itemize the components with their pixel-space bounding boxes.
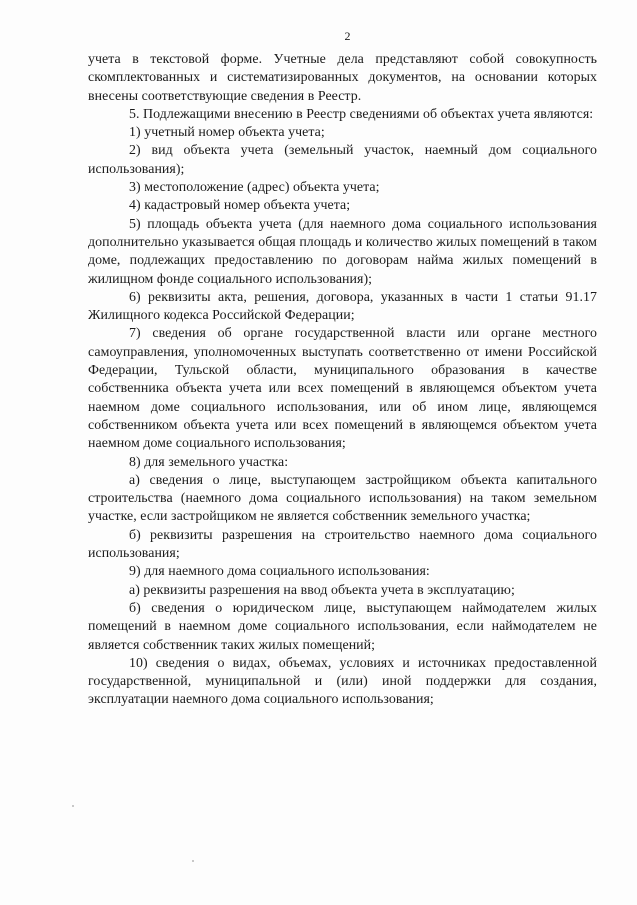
sub-item-9a: а) реквизиты разрешения на ввод объекта учета в эксплуатацию; (129, 582, 515, 598)
list-item-6: 6) реквизиты акта, решения, договора, указанных в части 1 статьи 91.17 Жилищного кодекса Российской Федерации; (88, 289, 597, 324)
list-item-7: 7) сведения об органе государственной власти или органе местного самоуправления, уполномоченных выступать соответственно от имени Российской Федерации, Тульской области, муниципального образования в качестве собственника объекта учета или всех помещений в являющемся объектом учета наемном доме социального использования, или об ином лице, являющемся собственником объекта учета или всех помещений в являющемся объектом учета наемном доме социального использования; (88, 326, 597, 452)
scan-speck (72, 805, 74, 807)
list-item-5: 5) площадь объекта учета (для наемного дома социального использования дополнительно указывается общая площадь и количество жилых помещений в таком доме, подлежащих предоставлению по договорам найма жилых помещений в жилищном фонде социального использования); (88, 216, 597, 287)
list-item-4: 4) кадастровый номер объекта учета; (129, 198, 351, 214)
list-item-3: 3) местоположение (адрес) объекта учета; (129, 180, 380, 196)
page-number: 2 (344, 29, 351, 43)
paragraph-item-5: 5. Подлежащими внесению в Реестр сведениями об объектах учета являются: (129, 106, 594, 122)
sub-item-8b: б) реквизиты разрешения на строительство наемного дома социального использования; (88, 527, 597, 562)
list-item-9: 9) для наемного дома социального использования: (129, 564, 430, 580)
sub-item-8a: а) сведения о лице, выступающем застройщиком объекта капитального строительства (наемного дома социального использования) на таком земельном участке, если застройщиком не является собственник земельного участка; (88, 472, 597, 525)
list-item-1: 1) учетный номер объекта учета; (129, 125, 325, 141)
scan-speck (192, 860, 194, 862)
sub-item-9b: б) сведения о юридическом лице, выступающем наймодателем жилых помещений в наемном доме социального использования, если наймодателем не является собственник таких жилых помещений; (88, 600, 597, 653)
document-body (88, 51, 597, 710)
paragraph-continuation: учета в текстовой форме. Учетные дела представляют собой совокупность скомплектованных и систематизированных документов, на основании которых внесены соответствующие сведения в Реестр. (88, 52, 597, 104)
list-item-8: 8) для земельного участка: (129, 454, 289, 470)
list-item-2: 2) вид объекта учета (земельный участок, наемный дом социального использования); (88, 143, 597, 177)
list-item-10: 10) сведения о видах, объемах, условиях и источниках предоставленной государственной, муниципальной и (или) иной поддержки для создания, эксплуатации наемного дома социального использования; (88, 655, 597, 708)
